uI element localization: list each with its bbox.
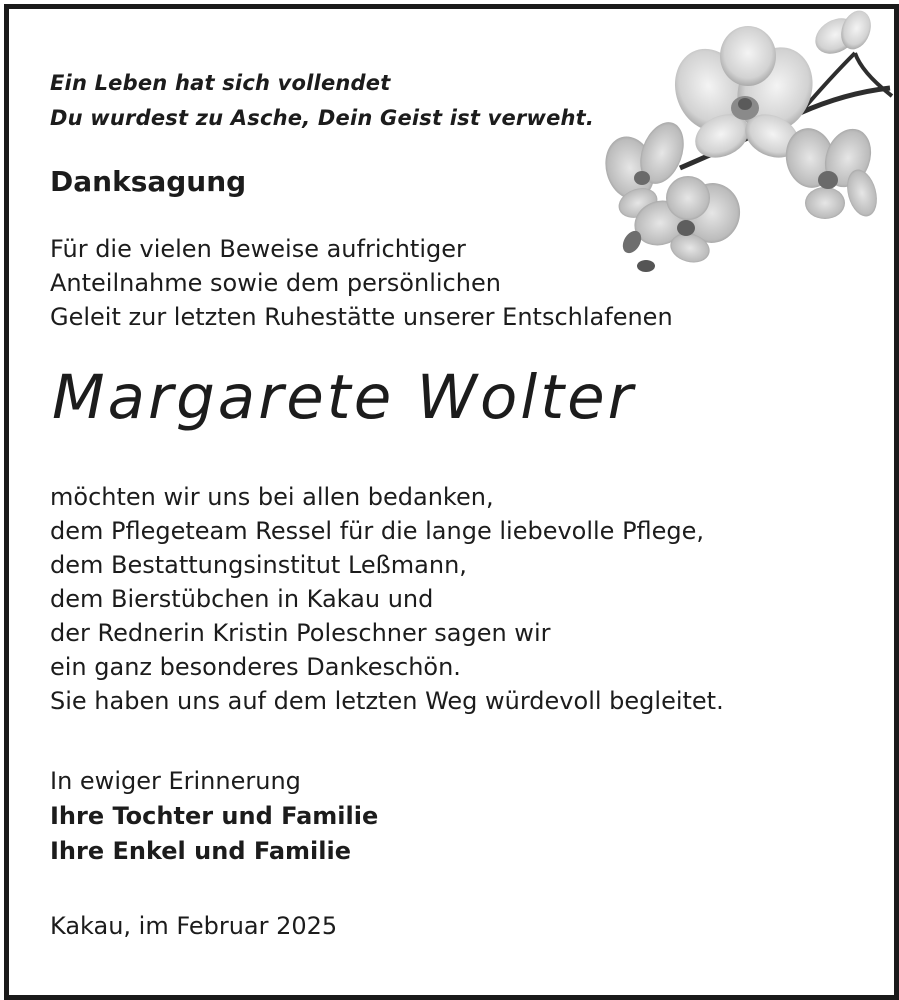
remembrance-line: In ewiger Erinnerung: [50, 767, 301, 795]
text-line: Geleit zur letzten Ruhestätte unserer Entschlafenen: [50, 303, 673, 331]
text-line: Anteilnahme sowie dem persönlichen: [50, 269, 501, 297]
text-line: dem Bierstübchen in Kakau und: [50, 585, 434, 613]
deceased-name: Margarete Wolter: [52, 362, 636, 433]
motto-line: Du wurdest zu Asche, Dein Geist ist verweht.: [50, 106, 595, 130]
family-signature: Ihre Tochter und Familie: [50, 802, 379, 830]
text-line: Sie haben uns auf dem letzten Weg würdevoll begleitet.: [50, 687, 724, 715]
thanks-paragraph: [50, 480, 724, 718]
closing-signature: [50, 764, 378, 869]
text-line: möchten wir uns bei allen bedanken,: [50, 483, 494, 511]
family-signature: Ihre Enkel und Familie: [50, 837, 351, 865]
text-line: Für die vielen Beweise aufrichtiger: [50, 235, 466, 263]
text-line: dem Bestattungsinstitut Leßmann,: [50, 551, 467, 579]
text-line: dem Pflegeteam Ressel für die lange liebevolle Pflege,: [50, 517, 705, 545]
place-date: Kakau, im Februar 2025: [50, 912, 338, 940]
text-line: ein ganz besonderes Dankeschön.: [50, 653, 461, 681]
intro-paragraph: [50, 232, 673, 334]
text-line: der Rednerin Kristin Poleschner sagen wir: [50, 619, 551, 647]
motto-line: Ein Leben hat sich vollendet: [50, 71, 391, 95]
page-title: Danksagung: [50, 165, 247, 198]
motto-verse: [50, 66, 594, 136]
